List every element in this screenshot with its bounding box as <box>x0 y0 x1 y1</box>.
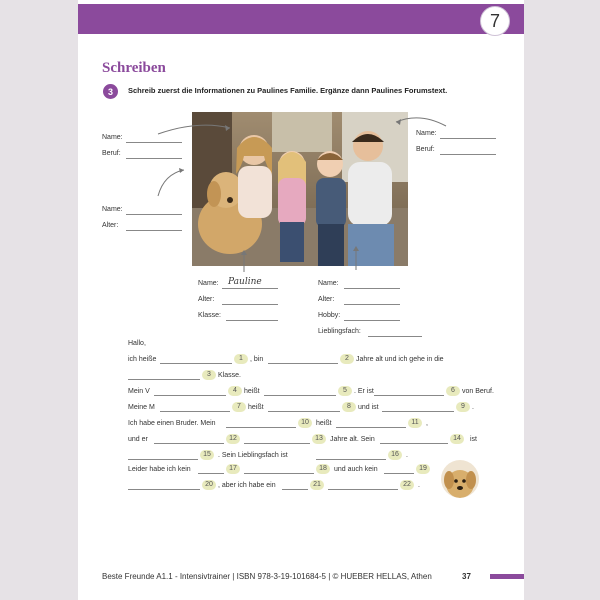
blank-number-15: 15 <box>200 450 214 460</box>
blank-field[interactable] <box>336 427 406 428</box>
blank-field[interactable] <box>380 443 448 444</box>
forum-text: . <box>418 482 420 489</box>
blank-field[interactable] <box>154 443 224 444</box>
blank-field[interactable] <box>264 395 336 396</box>
pauline-age-field[interactable] <box>222 304 278 305</box>
forum-text: heißt <box>244 388 260 395</box>
blank-number-14: 14 <box>450 434 464 444</box>
pauline-class-field[interactable] <box>226 320 278 321</box>
forum-text: und er <box>128 436 148 443</box>
forum-text: , bin <box>250 356 264 363</box>
blank-number-20: 20 <box>202 480 216 490</box>
footer-accent-bar <box>490 574 524 579</box>
forum-text: Jahre alt und ich gehe in die <box>356 356 444 363</box>
blank-number-21: 21 <box>310 480 324 490</box>
forum-text: ist <box>470 436 477 443</box>
blank-field[interactable] <box>154 395 226 396</box>
blank-field[interactable] <box>160 411 230 412</box>
blank-number-3: 3 <box>202 370 216 380</box>
forum-text: Mein V <box>128 388 150 395</box>
blank-number-22: 22 <box>400 480 414 490</box>
blank-number-16: 16 <box>388 450 402 460</box>
pauline-name-field[interactable] <box>222 288 278 289</box>
exercise-number-badge: 3 <box>103 84 118 99</box>
connector-arrows <box>78 0 524 600</box>
forum-text: von Beruf. <box>462 388 494 395</box>
blank-field[interactable] <box>384 473 414 474</box>
brother-name-label: Name: <box>318 280 339 287</box>
brother-age-field[interactable] <box>344 304 400 305</box>
father-job-label: Beruf: <box>102 150 121 157</box>
footer-citation: Beste Freunde A1.1 - Intensivtrainer | ISBN 978-3-19-101684-5 | © HUEBER HELLAS, Athen <box>102 572 432 581</box>
brother-subject-field[interactable] <box>368 336 422 337</box>
forum-text: . <box>406 452 408 459</box>
forum-text: Jahre alt. Sein <box>330 436 375 443</box>
blank-number-12: 12 <box>226 434 240 444</box>
blank-number-6: 6 <box>446 386 460 396</box>
father-name-label: Name: <box>102 134 123 141</box>
forum-text: Ich habe einen Bruder. Mein <box>128 420 216 427</box>
forum-text: , aber ich habe ein <box>218 482 276 489</box>
blank-field[interactable] <box>128 379 200 380</box>
exercise-instruction: Schreib zuerst die Informationen zu Paulines Familie. Ergänze dann Paulines Forumstext. <box>128 86 448 95</box>
forum-text: . Er ist <box>354 388 374 395</box>
blank-field[interactable] <box>226 427 296 428</box>
mother-job-label: Beruf: <box>416 146 435 153</box>
brother-hobby-field[interactable] <box>344 320 400 321</box>
forum-text: und auch kein <box>334 466 378 473</box>
blank-field[interactable] <box>328 489 398 490</box>
pauline-age-label: Alter: <box>198 296 215 303</box>
forum-greeting: Hallo, <box>128 340 146 347</box>
pauline-name-label: Name: <box>198 280 219 287</box>
blank-number-8: 8 <box>342 402 356 412</box>
pauline-class-label: Klasse: <box>198 312 221 319</box>
blank-field[interactable] <box>382 411 454 412</box>
forum-text: Klasse. <box>218 372 241 379</box>
brother-age-label: Alter: <box>318 296 335 303</box>
blank-field[interactable] <box>316 459 386 460</box>
forum-text: heißt <box>316 420 332 427</box>
blank-number-11: 11 <box>408 418 422 428</box>
forum-text: Meine M <box>128 404 155 411</box>
blank-field[interactable] <box>268 411 340 412</box>
forum-text: Leider habe ich kein <box>128 466 191 473</box>
blank-field[interactable] <box>128 459 198 460</box>
blank-field[interactable] <box>374 395 444 396</box>
blank-number-9: 9 <box>456 402 470 412</box>
blank-number-13: 13 <box>312 434 326 444</box>
blank-number-7: 7 <box>232 402 246 412</box>
blank-field[interactable] <box>160 363 232 364</box>
blank-field[interactable] <box>198 473 224 474</box>
dog-picture <box>441 460 479 498</box>
blank-number-1: 1 <box>234 354 248 364</box>
forum-text: ich heiße <box>128 356 157 363</box>
forum-text: und ist <box>358 404 379 411</box>
brother-subject-label: Lieblingsfach: <box>318 328 361 335</box>
blank-number-10: 10 <box>298 418 312 428</box>
blank-number-18: 18 <box>316 464 330 474</box>
chapter-number-badge: 7 <box>480 6 510 36</box>
brother-name-field[interactable] <box>344 288 400 289</box>
blank-field[interactable] <box>282 489 308 490</box>
dog-name-label: Name: <box>102 206 123 213</box>
workbook-page <box>78 0 524 600</box>
forum-text: heißt <box>248 404 264 411</box>
brother-hobby-label: Hobby: <box>318 312 341 319</box>
blank-number-2: 2 <box>340 354 354 364</box>
mother-name-label: Name: <box>416 130 437 137</box>
blank-field[interactable] <box>244 443 310 444</box>
blank-number-19: 19 <box>416 464 430 474</box>
blank-number-4: 4 <box>228 386 242 396</box>
forum-text: , <box>426 420 428 427</box>
forum-text: . Sein Lieblingsfach ist <box>218 452 288 459</box>
blank-field[interactable] <box>268 363 338 364</box>
blank-number-5: 5 <box>338 386 352 396</box>
page-number: 37 <box>462 572 471 581</box>
blank-field[interactable] <box>128 489 200 490</box>
blank-number-17: 17 <box>226 464 240 474</box>
forum-text: . <box>472 404 474 411</box>
dog-age-label: Alter: <box>102 222 119 229</box>
pauline-name-handwritten: Pauline <box>228 277 262 287</box>
blank-field[interactable] <box>244 473 314 474</box>
section-title: Schreiben <box>102 60 166 76</box>
